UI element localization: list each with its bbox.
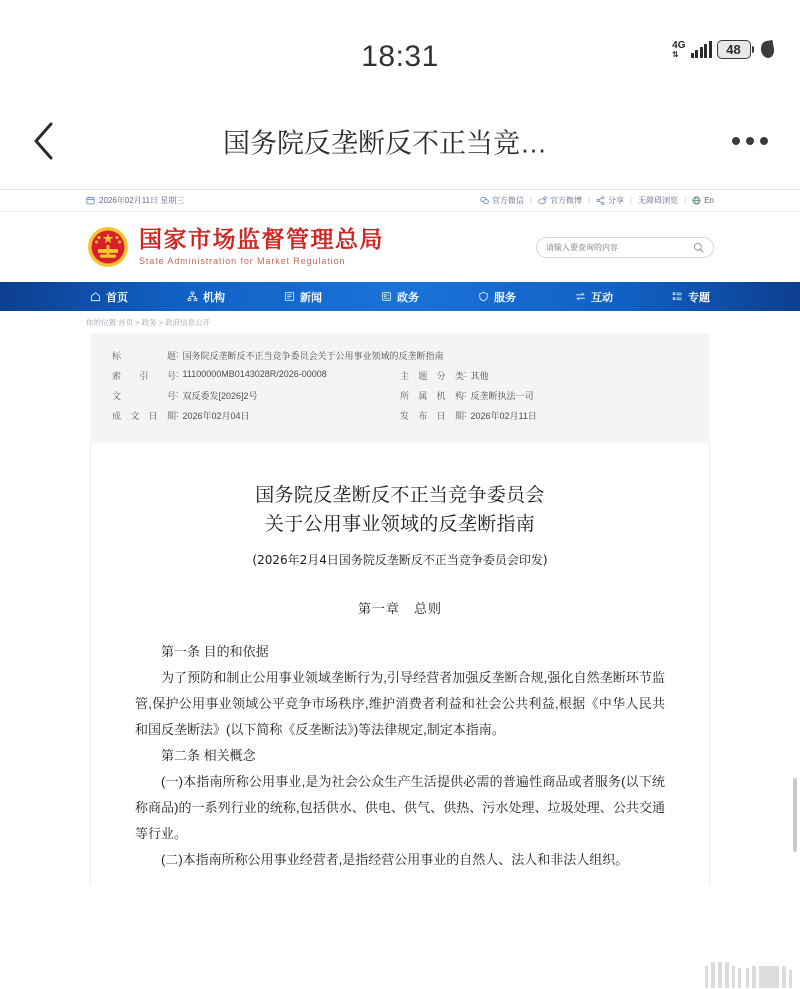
document-wrapper [0,443,800,883]
meta-colon: : [176,389,179,399]
app-title-bar [0,92,800,190]
meta-value-org: 反垄断执法一司 [470,391,534,401]
back-chevron-icon[interactable] [22,119,66,163]
site-brand[interactable] [86,225,384,269]
utility-separator: | [587,196,591,205]
search-icon[interactable] [693,242,704,253]
nav-item-organization-label: 机构 [203,291,225,304]
utility-link-wechat-label: 官方微信 [491,196,524,205]
watermark-overlay [705,962,792,988]
meta-label-written-date: 成文日期 [112,411,176,421]
battery-icon [717,40,755,59]
document-title-line2: 关于公用事业领域的反垄断指南 [264,513,536,536]
meta-label-topic: 主题分类 [400,371,464,381]
data-arrows-icon: ⇅ [672,49,679,59]
document-chapter-heading: 第一章 总则 [357,600,442,616]
utility-link-wechat[interactable] [480,195,524,206]
utility-link-weibo-label: 官方微博 [549,196,582,205]
meta-label-published-date: 发布日期 [400,411,464,421]
webview-content [0,190,800,988]
document-title-line1: 国务院反垄断反不正当竞争委员会 [255,484,545,506]
utility-separator: | [630,196,633,205]
nav-item-topics[interactable] [672,289,710,305]
page-title: 国务院反垄断反不正当竞… [223,128,547,158]
globe-icon [692,196,701,205]
status-indicators [672,40,774,59]
meta-colon: : [176,349,179,359]
nav-item-home-label: 首页 [106,291,128,304]
network-type-label [672,41,685,59]
utility-link-weibo[interactable] [538,195,582,206]
site-navbar [0,282,800,311]
wechat-icon [480,196,489,205]
nav-item-government-label: 政务 [397,291,419,304]
site-utility-bar [0,190,800,212]
meta-panel-wrapper [0,333,800,443]
meta-colon: : [176,369,179,379]
meta-row-docnum [112,389,400,402]
meta-row-topic [400,369,688,382]
utility-date-block [86,195,184,206]
meta-label-title: 标题 [112,351,176,361]
meta-colon: : [464,389,467,399]
utility-links [480,195,714,206]
utility-link-accessibility-label: 无障碍浏览 [638,196,679,205]
weibo-icon [538,196,547,205]
nav-item-government[interactable] [381,289,419,305]
nav-item-organization[interactable] [187,289,225,305]
more-options-icon[interactable] [728,127,772,155]
interaction-arrows-icon [575,291,586,302]
shield-service-icon [478,291,489,302]
meta-colon: : [464,369,467,379]
nav-item-news[interactable] [284,289,322,305]
utility-separator: | [684,196,687,205]
meta-row-title [112,349,688,362]
site-brand-text [139,228,384,265]
battery-tip [752,46,755,53]
search-box[interactable] [536,237,714,258]
utility-link-share-label: 分享 [608,196,625,205]
utility-link-english-label: En [704,196,714,205]
nav-item-news-label: 新闻 [300,291,322,304]
meta-row-index [112,369,400,382]
document-paragraph: (一)本指南所称公用事业,是为社会公众生产生活提供必需的普遍性商品或者服务(以下统称商品)的一系列行业的统称,包括供水、供电、供气、供热、污水处理、垃圾处理、公共交通等行业。 [135,773,665,841]
leaf-power-saving-icon [760,40,776,59]
meta-label-index: 索引号 [112,371,176,381]
site-name-cn: 国家市场监督管理总局 [139,227,384,254]
page-scrollbar[interactable] [793,778,797,852]
search-input[interactable] [546,243,689,252]
news-icon [284,291,295,302]
document-body [90,443,710,883]
utility-link-english[interactable] [692,196,714,205]
calendar-icon [86,196,95,205]
breadcrumb[interactable]: 你的位置:首页 > 政务 > 政府信息公开 [0,311,800,333]
org-chart-icon [187,291,198,302]
nav-item-topics-label: 专题 [688,291,710,304]
meta-label-docnum: 文号 [112,391,176,401]
document-meta-panel [90,333,710,443]
document-paragraph: 为了预防和制止公用事业领域垄断行为,引导经营者加强反垄断合规,强化自然垄断环节监管,保护公用事业领域公平竞争市场秩序,维护消费者利益和社会公共利益,根据《中华人民共和国反垄断法》(以下简称《反垄断法》)等法律规定,制定本指南。 [135,669,665,737]
meta-colon: : [464,409,467,419]
list-topics-icon [672,291,683,302]
meta-row-org [400,389,688,402]
meta-value-published-date: 2026年02月11日 [470,411,537,421]
utility-separator: | [529,196,532,205]
meta-row-published-date [400,409,688,422]
government-icon [381,291,392,302]
meta-value-title: 国务院反垄断反不正当竞争委员会关于公用事业领域的反垄断指南 [182,351,444,361]
document-paragraph: 第一条 目的和依据 [161,643,269,659]
network-type-text: 4G [672,39,686,51]
utility-date-text: 2026年02月11日 星期三 [99,196,185,205]
national-emblem-icon [86,225,130,269]
status-time: 18:31 [361,40,439,73]
document-paragraph: (二)本指南所称公用事业经营者,是指经营公用事业的自然人、法人和非法人组织。 [161,851,629,867]
battery-level: 48 [717,40,751,59]
signal-bars-icon [691,42,712,58]
nav-item-interaction-label: 互动 [591,291,613,304]
utility-link-share[interactable] [596,195,624,206]
meta-value-topic: 其他 [470,371,489,381]
document-paragraph: 第二条 相关概念 [161,747,256,763]
meta-value-written-date: 2026年02月04日 [182,411,250,421]
phone-status-bar [0,0,800,92]
meta-value-index: 11100000MB0143028R/2026-00008 [182,369,327,379]
share-icon [596,196,605,205]
meta-label-org: 所属机构 [400,391,464,401]
document-subtitle: (2026年2月4日国务院反垄断反不正当竞争委员会印发) [252,552,548,567]
meta-colon: : [176,409,179,419]
nav-item-home[interactable] [90,289,128,305]
site-header [0,212,800,282]
site-name-en: State Administration for Market Regulation [139,255,346,266]
home-icon [90,291,101,302]
nav-item-service-label: 服务 [494,291,516,304]
meta-row-written-date [112,409,400,422]
meta-value-docnum: 双反委发[2026]2号 [182,391,258,401]
nav-item-service[interactable] [478,289,516,305]
nav-item-interaction[interactable] [575,289,613,305]
utility-link-accessibility[interactable] [638,195,678,206]
